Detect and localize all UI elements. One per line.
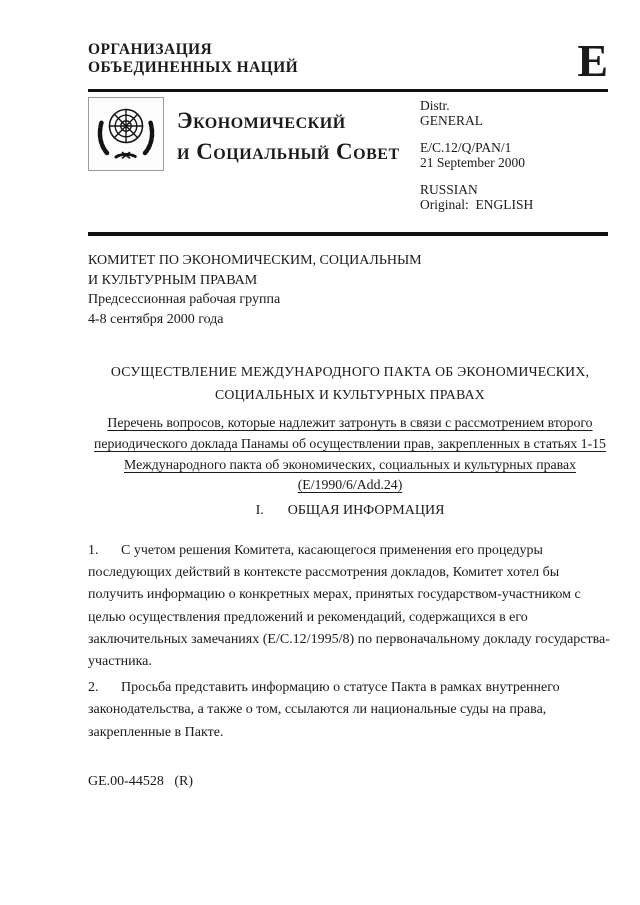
distr-label: Distr. [420, 98, 450, 113]
masthead-rule [88, 232, 608, 236]
document-subtitle [88, 413, 612, 496]
org-name-line1: ОРГАНИЗАЦИЯ [88, 41, 213, 58]
document-title-line2: СОЦИАЛЬНЫХ И КУЛЬТУРНЫХ ПРАВАХ [215, 386, 485, 402]
paragraph-1-number: 1. [88, 543, 99, 558]
org-name-line2: ОБЪЕДИНЕННЫХ НАЦИЙ [88, 59, 299, 76]
council-name-line1: Экономический [177, 108, 346, 133]
doc-symbol: E/C.12/Q/PAN/1 [420, 140, 512, 155]
header-rule [88, 89, 608, 92]
doc-date: 21 September 2000 [420, 154, 525, 170]
committee-line1: КОМИТЕТ ПО ЭКОНОМИЧЕСКИМ, СОЦИАЛЬНЫМ [88, 253, 422, 268]
document-subtitle-text: Перечень вопросов, которые надлежит затронуть в связи с рассмотрением второго периодического доклада Панамы об осуществлении прав, закрепленных в статьях 1-15 Международного пакта об экономических, социальных и культурных правах [94, 415, 606, 472]
committee-line2: И КУЛЬТУРНЫМ ПРАВАМ [88, 272, 258, 288]
section-heading [88, 503, 612, 519]
paragraph-2 [88, 677, 614, 744]
distribution-block [420, 99, 533, 212]
paragraph-1-text: С учетом решения Комитета, касающегося применения его процедуры последующих действий в контексте рассмотрения докладов, Комитет хотел бы получить информацию о конкретных мерах, принятых государством-участником с целью осуществления предложений и рекомендаций, содержащихся в его заключительных замечаниях (E/C.12/1995/8) по первоначальному докладу государства-участника. [88, 543, 610, 670]
doc-language: RUSSIAN [420, 182, 478, 197]
doc-series-letter: E [577, 35, 608, 86]
session-dates: 4-8 сентября 2000 года [88, 311, 224, 327]
committee-block [88, 251, 422, 329]
document-title [88, 361, 612, 406]
section-title: ОБЩАЯ ИНФОРМАЦИЯ [287, 503, 445, 518]
council-name [177, 105, 400, 167]
council-name-line2: и Социальный Совет [177, 139, 400, 164]
document-title-line1: ОСУЩЕСТВЛЕНИЕ МЕЖДУНАРОДНОГО ПАКТА ОБ ЭКОНОМИЧЕСКИХ, [110, 364, 590, 379]
un-emblem-box [88, 97, 164, 171]
working-group: Предсессионная рабочая группа [88, 292, 281, 307]
doc-original-language: Original: ENGLISH [420, 196, 534, 212]
paragraph-2-text: Просьба представить информацию о статусе Пакта в рамках внутреннего законодательства, а также о том, ссылаются ли национальные суды на права, закрепленные в Пакте. [88, 680, 560, 740]
footer-reference: GE.00-44528 (R) [88, 774, 193, 789]
paragraph-2-number: 2. [88, 680, 99, 696]
paragraph-1 [88, 540, 614, 673]
document-body [88, 540, 614, 744]
section-numeral: I. [255, 503, 264, 518]
un-emblem-icon [94, 101, 158, 168]
distr-value: GENERAL [420, 112, 483, 128]
document-subtitle-reference: (E/1990/6/Add.24) [297, 477, 403, 493]
org-name [88, 41, 298, 77]
